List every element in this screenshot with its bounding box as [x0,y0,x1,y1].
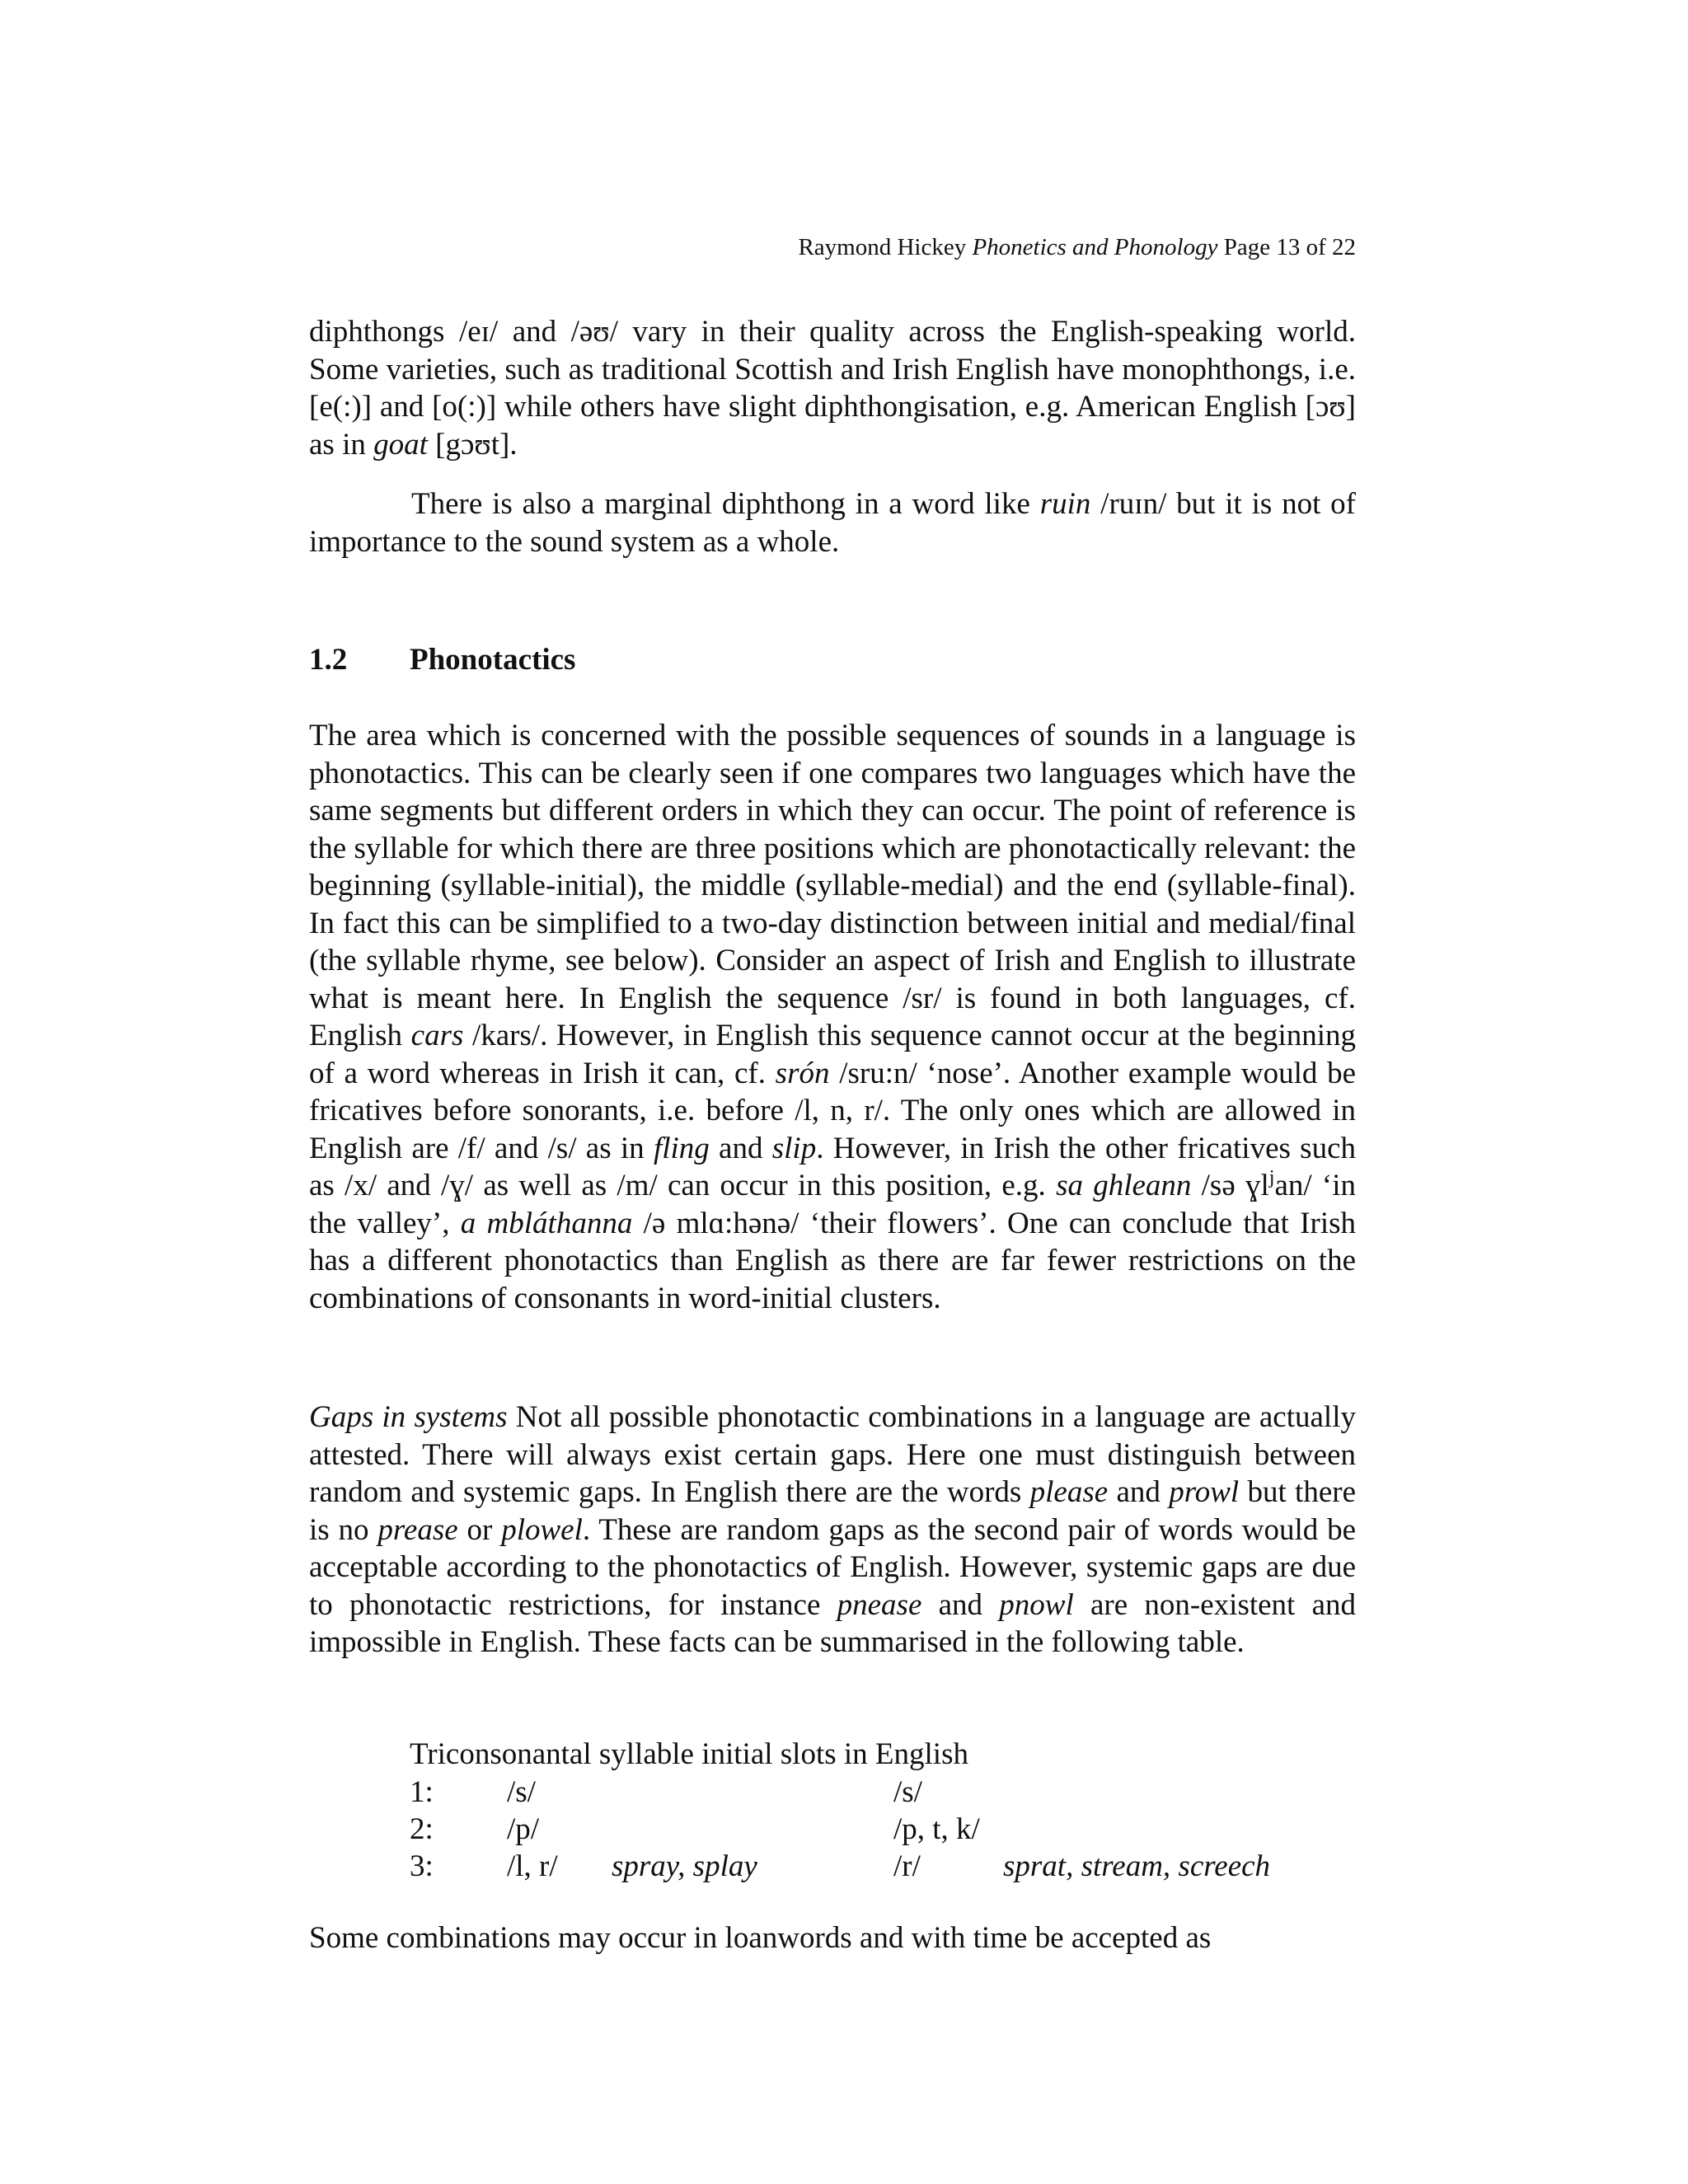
header-page-number: Page 13 of 22 [1223,234,1356,260]
slot-number: 1: [410,1775,434,1809]
slot-consonant-a: /p/ [507,1812,540,1846]
paragraph-gaps-in-systems: Gaps in systems Not all possible phonotactic combinations in a language are actually attested. There will always exist certain gaps. Here one must distinguish between random and systemic gaps. In English there are the words please and prowl but there is no prease or plowel. These are random gaps as the second pair of words would be acceptable according to the phonotactics of English. However, systemic gaps are due to phonotactic restrictions, for instance pnease and pnowl are non-existent and impossible in English. These facts can be summarised in the following table. [309,1400,1356,1659]
section-title: Phonotactics [410,643,576,677]
header-book-title: Phonetics and Phonology [972,234,1218,260]
running-header [309,231,1356,264]
section-number: 1.2 [309,643,348,677]
slot-example-b: sprat, stream, screech [1003,1849,1271,1883]
paragraph-diphthongs: diphthongs /eɪ/ and /əʊ/ vary in their quality across the English-speaking world. Some varieties, such as traditional Scottish and Irish English have monophthongs, i.e. [e(:)] and [o(:)] while others have slight diphthongisation, e.g. American English [ɔʊ] as in goat [gɔʊt]. [309,315,1356,462]
slot-example-a: spray, splay [612,1849,757,1883]
slot-number: 2: [410,1812,434,1846]
table-row [410,1848,1366,1885]
slot-consonant-b: /r/ [893,1849,921,1883]
syllable-slots-table [410,1736,1366,1885]
header-author: Raymond Hickey [798,234,967,260]
slot-number: 3: [410,1849,434,1883]
table-row [410,1774,1366,1811]
slot-consonant-b: /p, t, k/ [893,1812,980,1846]
paragraph-loanwords: Some combinations may occur in loanwords and with time be accepted as [309,1921,1212,1955]
slot-consonant-a: /l, r/ [507,1849,558,1883]
paragraph-phonotactics: The area which is concerned with the possible sequences of sounds in a language is phonotactics. This can be clearly seen if one compares two languages which have the same segments but different orders in which they can occur. The point of reference is the syllable for which there are three positions which are phonotactically relevant: the beginning (syllable-initial), the middle (syllable-medial) and the end (syllable-final). In fact this can be simplified to a two-day distinction between initial and medial/final (the syllable rhyme, see below). Consider an aspect of Irish and English to illustrate what is meant here. In English the sequence /sr/ is found in both languages, cf. English cars /kars/. However, in English this sequence cannot occur at the beginning of a word whereas in Irish it can, cf. srón /sru:n/ ‘nose’. Another example would be fricatives before sonorants, i.e. before /l, n, r/. The only ones which are allowed in English are /f/ and /s/ as in fling and slip. However, in Irish the other fricatives such as /x/ and /ɣ/ as well as /m/ can occur in this position, e.g. sa ghleann /sə ɣl$^j$an/ ‘in the valley’, a mbláthanna /ə mlɑ:hənə/ ‘their flowers’. One can conclude that Irish has a different phonotactics than English as there are far fewer restrictions on the combinations of consonants in word-initial clusters. [309,719,1357,1315]
run-in-heading: Gaps in systems [309,1400,508,1434]
slot-consonant-b: /s/ [893,1775,922,1809]
slot-consonant-a: /s/ [507,1775,536,1809]
paragraph-marginal-diphthong: There is also a marginal diphthong in a word like ruin /ruɪn/ but it is not of importance to the sound system as a whole. [309,487,1357,559]
table-row [410,1811,1366,1848]
table-caption: Triconsonantal syllable initial slots in English [410,1737,968,1771]
section-heading [309,640,575,681]
